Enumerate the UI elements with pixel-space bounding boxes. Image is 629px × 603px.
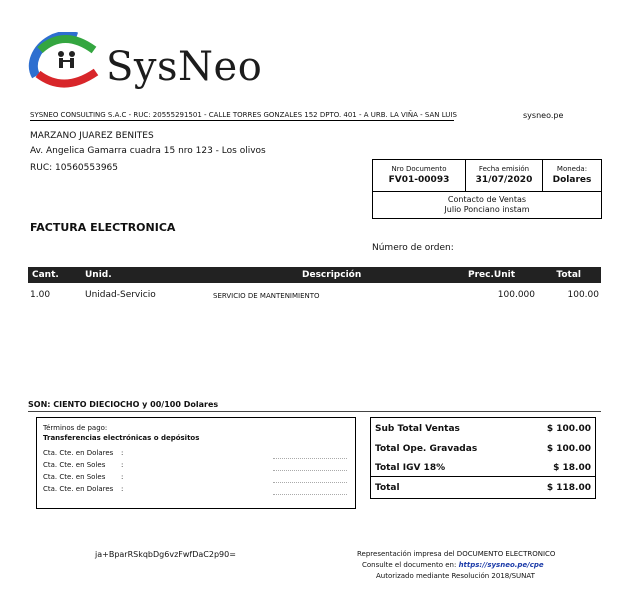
row-desc: SERVICIO DE MANTENIMIENTO: [213, 292, 320, 300]
row-total: 100.00: [567, 290, 599, 300]
total-value: $ 100.00: [546, 444, 591, 454]
col-price: Prec.Unit: [468, 270, 515, 280]
col-desc: Descripción: [302, 270, 362, 280]
row-qty: 1.00: [30, 290, 51, 300]
brand-name: SysNeo: [106, 44, 263, 90]
sales-contact-name: Julio Ponciano instam: [444, 205, 530, 214]
total-label: Total IGV 18%: [375, 463, 446, 473]
col-unit: Unid.: [85, 270, 112, 280]
amount-divider: [28, 411, 601, 412]
account-label: Cta. Cte. en Dolares: [43, 449, 114, 457]
doc-currency-label: Moneda:: [556, 165, 588, 173]
payment-terms-label: Términos de pago:: [43, 424, 108, 432]
consult-text: [362, 561, 544, 569]
sales-contact-label: Contacto de Ventas: [447, 195, 527, 204]
authorization-text: Autorizado mediante Resolución 2018/SUNAT: [376, 572, 535, 580]
row-price: 100.000: [497, 290, 535, 300]
account-sep: :: [121, 485, 124, 493]
total-label: Total: [375, 483, 400, 493]
row-unit: Unidad-Servicio: [85, 290, 156, 300]
total-label: Total Ope. Gravadas: [375, 444, 478, 454]
company-site: sysneo.pe: [523, 111, 564, 120]
col-qty: Cant.: [32, 270, 59, 280]
company-logo: [28, 32, 102, 90]
account-sep: :: [121, 449, 124, 457]
client-ruc: RUC: 10560553965: [30, 163, 119, 173]
total-value: $ 100.00: [546, 424, 591, 434]
cpe-link[interactable]: https://sysneo.pe/cpe: [458, 561, 544, 569]
account-sep: :: [121, 461, 124, 469]
company-info: SYSNEO CONSULTING S.A.C - RUC: 20555291501 - CALLE TORRES GONZALES 152 DPTO. 401 - A URB. LA VIÑA - SAN LUIS: [30, 111, 457, 119]
doc-number: FV01-00093: [388, 175, 450, 185]
client-name: MARZANO JUAREZ BENITES: [30, 131, 154, 141]
total-value: $ 118.00: [546, 483, 591, 493]
account-label: Cta. Cte. en Soles: [43, 473, 106, 481]
account-label: Cta. Cte. en Dolares: [43, 485, 114, 493]
total-value: $ 18.00: [553, 463, 591, 473]
account-sep: :: [121, 473, 124, 481]
doc-date: 31/07/2020: [475, 175, 533, 185]
order-number-label: Número de orden:: [372, 243, 454, 253]
document-box: [372, 159, 602, 219]
doc-currency: Dolares: [552, 175, 592, 185]
representation-text: Representación impresa del DOCUMENTO ELECTRONICO: [357, 550, 556, 558]
items-table-header: [28, 267, 601, 283]
account-label: Cta. Cte. en Soles: [43, 461, 106, 469]
payment-terms-box: [36, 417, 356, 509]
consult-label: Consulte el documento en:: [362, 561, 457, 569]
table-row: [28, 290, 601, 304]
total-label: Sub Total Ventas: [375, 424, 460, 434]
document-title: FACTURA ELECTRONICA: [30, 221, 176, 234]
doc-number-label: Nro Documento: [391, 165, 447, 173]
document-hash: ja+BparRSkqbDg6vzFwfDaC2p90=: [95, 550, 236, 559]
doc-date-label: Fecha emisión: [478, 165, 530, 173]
totals-box: [370, 417, 596, 499]
col-total: Total: [556, 270, 581, 280]
payment-terms-value: Transferencias electrónicas o depósitos: [43, 434, 200, 442]
company-underline: [30, 120, 454, 121]
logo-emblem-icon: [28, 32, 102, 90]
amount-in-words: SON: CIENTO DIECIOCHO y 00/100 Dolares: [28, 400, 219, 409]
client-address: Av. Angelica Gamarra cuadra 15 nro 123 - Los olivos: [30, 146, 266, 156]
